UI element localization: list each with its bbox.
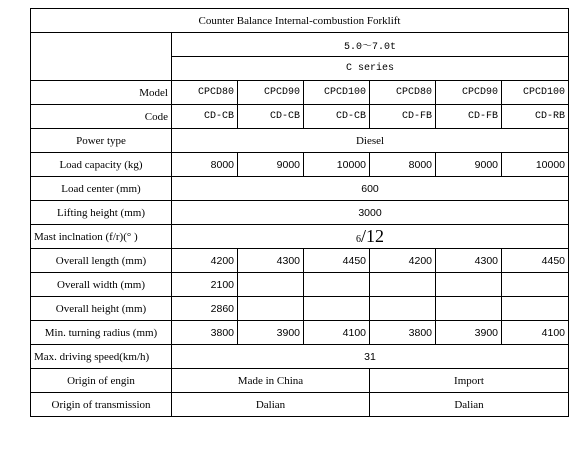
- overall-width-value: 2100: [172, 273, 238, 297]
- header-blank-cell: [31, 33, 172, 81]
- turning-radius-cell: 3900: [436, 321, 502, 345]
- row-label-mast-inclination: Mast inclnation (f/r)(° ): [31, 225, 172, 249]
- model-cell: CPCD100: [502, 81, 569, 105]
- turning-radius-cell: 3900: [238, 321, 304, 345]
- row-label-overall-length: Overall length (mm): [31, 249, 172, 273]
- code-cell: CD-CB: [172, 105, 238, 129]
- mast-forward-value: 6: [356, 234, 361, 245]
- overall-length-cell: 4450: [502, 249, 569, 273]
- turning-radius-cell: 4100: [502, 321, 569, 345]
- series-name: C series: [172, 57, 569, 81]
- code-cell: CD-FB: [436, 105, 502, 129]
- capacity-range: 5.0～7.0t: [172, 33, 569, 57]
- load-capacity-cell: 8000: [172, 153, 238, 177]
- power-type-value: Diesel: [172, 129, 569, 153]
- overall-length-cell: 4200: [370, 249, 436, 273]
- forklift-spec-table: [30, 8, 569, 417]
- code-cell: CD-FB: [370, 105, 436, 129]
- table-row: [31, 345, 569, 369]
- model-cell: CPCD90: [436, 81, 502, 105]
- model-cell: CPCD100: [304, 81, 370, 105]
- table-row: [31, 321, 569, 345]
- row-label-driving-speed: Max. driving speed(km/h): [31, 345, 172, 369]
- table-row: [31, 225, 569, 249]
- row-label-origin-transmission: Origin of transmission: [31, 393, 172, 417]
- model-cell: CPCD80: [172, 81, 238, 105]
- row-label-load-center: Load center (mm): [31, 177, 172, 201]
- empty-cell: [436, 297, 502, 321]
- row-label-overall-height: Overall height (mm): [31, 297, 172, 321]
- row-label-origin-engine: Origin of engin: [31, 369, 172, 393]
- load-capacity-cell: 8000: [370, 153, 436, 177]
- overall-length-cell: 4450: [304, 249, 370, 273]
- driving-speed-value: 31: [172, 345, 569, 369]
- empty-cell: [370, 273, 436, 297]
- mast-inclination-value: [172, 225, 569, 249]
- load-capacity-cell: 9000: [238, 153, 304, 177]
- origin-transmission-value-b: Dalian: [370, 393, 569, 417]
- table-row: [31, 273, 569, 297]
- table-title: Counter Balance Internal-combustion Forklift: [31, 9, 569, 33]
- table-row: [31, 201, 569, 225]
- row-label-turning-radius: Min. turning radius (mm): [31, 321, 172, 345]
- load-capacity-cell: 10000: [502, 153, 569, 177]
- row-label-overall-width: Overall width (mm): [31, 273, 172, 297]
- row-label-code: Code: [31, 105, 172, 129]
- code-cell: CD-RB: [502, 105, 569, 129]
- row-label-lifting-height: Lifting height (mm): [31, 201, 172, 225]
- table-row: [31, 105, 569, 129]
- empty-cell: [304, 273, 370, 297]
- origin-engine-value-b: Import: [370, 369, 569, 393]
- overall-length-cell: 4300: [238, 249, 304, 273]
- empty-cell: [502, 297, 569, 321]
- load-capacity-cell: 9000: [436, 153, 502, 177]
- row-label-power-type: Power type: [31, 129, 172, 153]
- table-row: [31, 297, 569, 321]
- code-cell: CD-CB: [304, 105, 370, 129]
- row-label-load-capacity: Load capacity (kg): [31, 153, 172, 177]
- empty-cell: [304, 297, 370, 321]
- table-row: [31, 393, 569, 417]
- model-cell: CPCD90: [238, 81, 304, 105]
- overall-length-cell: 4300: [436, 249, 502, 273]
- origin-transmission-value-a: Dalian: [172, 393, 370, 417]
- empty-cell: [436, 273, 502, 297]
- table-row: [31, 177, 569, 201]
- table-row: [31, 129, 569, 153]
- code-cell: CD-CB: [238, 105, 304, 129]
- row-label-model: Model: [31, 81, 172, 105]
- mast-backward-value: /12: [361, 226, 385, 246]
- table-row: [31, 81, 569, 105]
- origin-engine-value-a: Made in China: [172, 369, 370, 393]
- load-capacity-cell: 10000: [304, 153, 370, 177]
- table-row: [31, 369, 569, 393]
- overall-height-value: 2860: [172, 297, 238, 321]
- table-row: [31, 153, 569, 177]
- lifting-height-value: 3000: [172, 201, 569, 225]
- empty-cell: [238, 273, 304, 297]
- turning-radius-cell: 3800: [172, 321, 238, 345]
- empty-cell: [370, 297, 436, 321]
- overall-length-cell: 4200: [172, 249, 238, 273]
- table-row: [31, 249, 569, 273]
- turning-radius-cell: 3800: [370, 321, 436, 345]
- load-center-value: 600: [172, 177, 569, 201]
- model-cell: CPCD80: [370, 81, 436, 105]
- empty-cell: [238, 297, 304, 321]
- turning-radius-cell: 4100: [304, 321, 370, 345]
- empty-cell: [502, 273, 569, 297]
